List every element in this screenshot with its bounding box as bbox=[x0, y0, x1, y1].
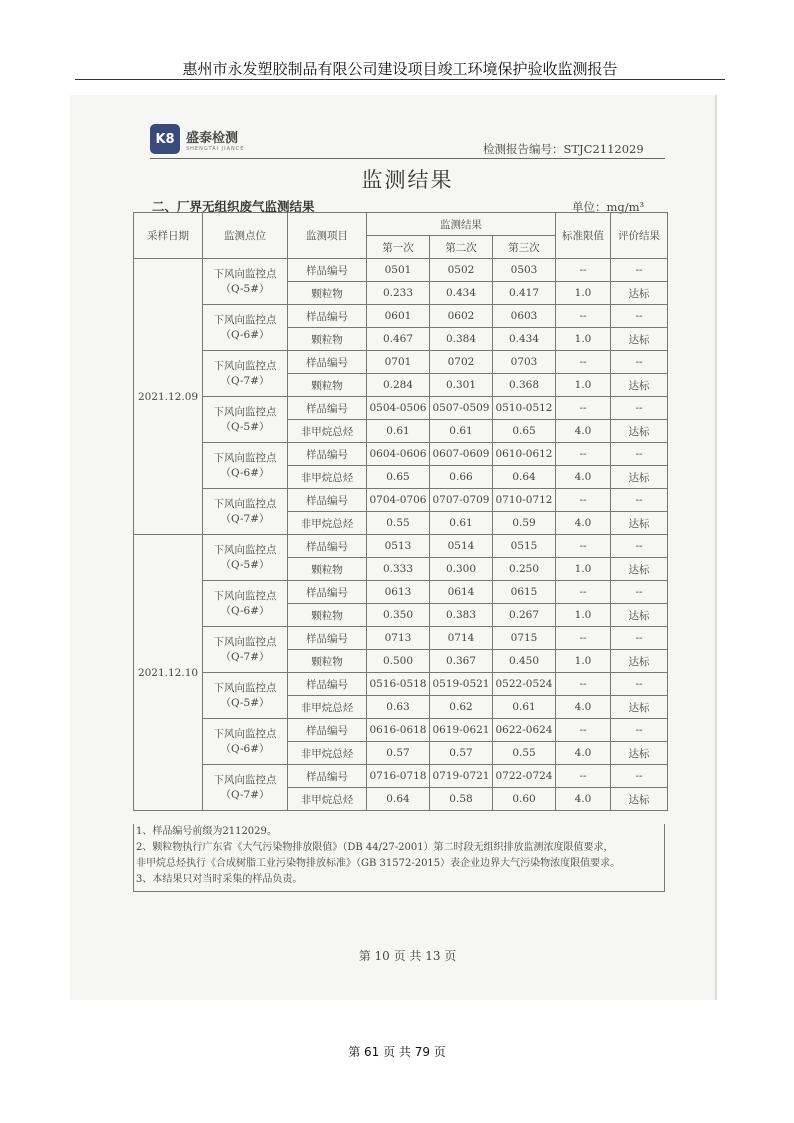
limit-cell: 4.0 bbox=[556, 466, 611, 489]
item-cell: 样品编号 bbox=[288, 765, 367, 788]
item-cell: 样品编号 bbox=[288, 627, 367, 650]
location-cell: 下风向监控点（Q-7#） bbox=[203, 489, 288, 535]
note-line: 2、颗粒物执行广东省《大气污染物排放限值》（DB 44/27-2001）第二时段无组织排放监测浓度限值要求， bbox=[136, 842, 614, 853]
limit-cell: 4.0 bbox=[556, 512, 611, 535]
result-1-cell: 0.61 bbox=[367, 420, 430, 443]
outer-page-number: 第 61 页 共 79 页 bbox=[348, 1045, 446, 1059]
result-3-cell: 0722-0724 bbox=[493, 765, 556, 788]
limit-cell: -- bbox=[556, 581, 611, 604]
item-cell: 样品编号 bbox=[288, 489, 367, 512]
location-cell: 下风向监控点（Q-7#） bbox=[203, 351, 288, 397]
result-2-cell: 0507-0509 bbox=[430, 397, 493, 420]
result-3-cell: 0.64 bbox=[493, 466, 556, 489]
limit-cell: -- bbox=[556, 259, 611, 282]
evaluation-cell: 达标 bbox=[611, 604, 668, 627]
limit-cell: 4.0 bbox=[556, 742, 611, 765]
header-results: 监测结果 bbox=[367, 213, 556, 236]
table-row bbox=[134, 443, 668, 466]
item-cell: 样品编号 bbox=[288, 535, 367, 558]
location-cell: 下风向监控点（Q-6#） bbox=[203, 719, 288, 765]
limit-cell: 1.0 bbox=[556, 650, 611, 673]
item-cell: 样品编号 bbox=[288, 673, 367, 696]
location-cell: 下风向监控点（Q-6#） bbox=[203, 581, 288, 627]
header-item: 监测项目 bbox=[288, 213, 367, 259]
result-3-cell: 0703 bbox=[493, 351, 556, 374]
header-third: 第三次 bbox=[493, 236, 556, 259]
result-1-cell: 0.57 bbox=[367, 742, 430, 765]
result-3-cell: 0.250 bbox=[493, 558, 556, 581]
result-3-cell: 0.55 bbox=[493, 742, 556, 765]
table-row bbox=[134, 673, 668, 696]
evaluation-cell: -- bbox=[611, 673, 668, 696]
header-first: 第一次 bbox=[367, 236, 430, 259]
page-title: 监测结果 bbox=[361, 168, 454, 192]
limit-cell: -- bbox=[556, 535, 611, 558]
limit-cell: 4.0 bbox=[556, 420, 611, 443]
result-2-cell: 0.383 bbox=[430, 604, 493, 627]
evaluation-cell: -- bbox=[611, 305, 668, 328]
location-cell: 下风向监控点（Q-6#） bbox=[203, 305, 288, 351]
logo-subtitle: SHENGTAI JIANCE bbox=[186, 145, 245, 152]
inner-page-number: 第 10 页 共 13 页 bbox=[358, 949, 457, 963]
result-2-cell: 0.58 bbox=[430, 788, 493, 811]
result-2-cell: 0714 bbox=[430, 627, 493, 650]
limit-cell: 1.0 bbox=[556, 558, 611, 581]
location-cell: 下风向监控点（Q-7#） bbox=[203, 627, 288, 673]
result-2-cell: 0.384 bbox=[430, 328, 493, 351]
evaluation-cell: 达标 bbox=[611, 328, 668, 351]
item-cell: 样品编号 bbox=[288, 259, 367, 282]
item-cell: 非甲烷总烃 bbox=[288, 742, 367, 765]
evaluation-cell: 达标 bbox=[611, 374, 668, 397]
evaluation-cell: 达标 bbox=[611, 742, 668, 765]
item-cell: 颗粒物 bbox=[288, 282, 367, 305]
result-2-cell: 0514 bbox=[430, 535, 493, 558]
section-title: 二、厂界无组织废气监测结果 bbox=[152, 199, 315, 214]
result-2-cell: 0.367 bbox=[430, 650, 493, 673]
limit-cell: -- bbox=[556, 443, 611, 466]
result-1-cell: 0501 bbox=[367, 259, 430, 282]
result-2-cell: 0.301 bbox=[430, 374, 493, 397]
note-line: 1、样品编号前缀为2112029。 bbox=[136, 826, 277, 837]
result-3-cell: 0503 bbox=[493, 259, 556, 282]
header-date: 采样日期 bbox=[134, 213, 203, 259]
result-1-cell: 0504-0506 bbox=[367, 397, 430, 420]
result-2-cell: 0.61 bbox=[430, 512, 493, 535]
result-3-cell: 0615 bbox=[493, 581, 556, 604]
result-3-cell: 0.368 bbox=[493, 374, 556, 397]
table-row bbox=[134, 351, 668, 374]
result-1-cell: 0613 bbox=[367, 581, 430, 604]
location-cell: 下风向监控点（Q-5#） bbox=[203, 397, 288, 443]
result-1-cell: 0.65 bbox=[367, 466, 430, 489]
limit-cell: 4.0 bbox=[556, 696, 611, 719]
result-1-cell: 0.63 bbox=[367, 696, 430, 719]
item-cell: 样品编号 bbox=[288, 351, 367, 374]
item-cell: 非甲烷总烃 bbox=[288, 512, 367, 535]
result-3-cell: 0610-0612 bbox=[493, 443, 556, 466]
location-cell: 下风向监控点（Q-5#） bbox=[203, 673, 288, 719]
table-row bbox=[134, 719, 668, 742]
result-2-cell: 0719-0721 bbox=[430, 765, 493, 788]
item-cell: 样品编号 bbox=[288, 305, 367, 328]
table-row bbox=[134, 627, 668, 650]
table-row bbox=[134, 259, 668, 282]
result-1-cell: 0.333 bbox=[367, 558, 430, 581]
result-3-cell: 0522-0524 bbox=[493, 673, 556, 696]
evaluation-cell: 达标 bbox=[611, 650, 668, 673]
result-2-cell: 0.62 bbox=[430, 696, 493, 719]
item-cell: 非甲烷总烃 bbox=[288, 466, 367, 489]
result-3-cell: 0622-0624 bbox=[493, 719, 556, 742]
sampling-date-cell: 2021.12.09 bbox=[134, 259, 203, 535]
evaluation-cell: -- bbox=[611, 627, 668, 650]
sampling-date-cell: 2021.12.10 bbox=[134, 535, 203, 811]
limit-cell: -- bbox=[556, 673, 611, 696]
result-3-cell: 0510-0512 bbox=[493, 397, 556, 420]
item-cell: 非甲烷总烃 bbox=[288, 788, 367, 811]
table-row bbox=[134, 535, 668, 558]
item-cell: 样品编号 bbox=[288, 581, 367, 604]
result-1-cell: 0601 bbox=[367, 305, 430, 328]
evaluation-cell: -- bbox=[611, 535, 668, 558]
results-table bbox=[133, 212, 668, 811]
result-1-cell: 0704-0706 bbox=[367, 489, 430, 512]
result-1-cell: 0.350 bbox=[367, 604, 430, 627]
table-row bbox=[134, 581, 668, 604]
result-2-cell: 0.61 bbox=[430, 420, 493, 443]
result-1-cell: 0.55 bbox=[367, 512, 430, 535]
result-2-cell: 0614 bbox=[430, 581, 493, 604]
limit-cell: -- bbox=[556, 305, 611, 328]
evaluation-cell: 达标 bbox=[611, 512, 668, 535]
result-2-cell: 0.434 bbox=[430, 282, 493, 305]
item-cell: 样品编号 bbox=[288, 443, 367, 466]
evaluation-cell: -- bbox=[611, 259, 668, 282]
result-3-cell: 0.434 bbox=[493, 328, 556, 351]
limit-cell: -- bbox=[556, 397, 611, 420]
limit-cell: 1.0 bbox=[556, 374, 611, 397]
header-location: 监测点位 bbox=[203, 213, 288, 259]
result-3-cell: 0.267 bbox=[493, 604, 556, 627]
result-3-cell: 0.60 bbox=[493, 788, 556, 811]
evaluation-cell: 达标 bbox=[611, 420, 668, 443]
result-1-cell: 0713 bbox=[367, 627, 430, 650]
header-second: 第二次 bbox=[430, 236, 493, 259]
item-cell: 颗粒物 bbox=[288, 328, 367, 351]
unit-label: 单位：mg/m³ bbox=[572, 200, 645, 214]
result-1-cell: 0.233 bbox=[367, 282, 430, 305]
result-3-cell: 0710-0712 bbox=[493, 489, 556, 512]
result-1-cell: 0.467 bbox=[367, 328, 430, 351]
evaluation-cell: 达标 bbox=[611, 466, 668, 489]
item-cell: 非甲烷总烃 bbox=[288, 420, 367, 443]
report-header-title: 惠州市永发塑胶制品有限公司建设项目竣工环境保护验收监测报告 bbox=[182, 60, 618, 78]
result-2-cell: 0.57 bbox=[430, 742, 493, 765]
result-3-cell: 0.417 bbox=[493, 282, 556, 305]
evaluation-cell: -- bbox=[611, 489, 668, 512]
evaluation-cell: 达标 bbox=[611, 788, 668, 811]
limit-cell: -- bbox=[556, 719, 611, 742]
result-3-cell: 0515 bbox=[493, 535, 556, 558]
location-cell: 下风向监控点（Q-6#） bbox=[203, 443, 288, 489]
header-divider bbox=[75, 79, 725, 80]
item-cell: 非甲烷总烃 bbox=[288, 696, 367, 719]
result-3-cell: 0.61 bbox=[493, 696, 556, 719]
result-2-cell: 0602 bbox=[430, 305, 493, 328]
limit-cell: -- bbox=[556, 351, 611, 374]
item-cell: 颗粒物 bbox=[288, 604, 367, 627]
result-1-cell: 0516-0518 bbox=[367, 673, 430, 696]
result-2-cell: 0.66 bbox=[430, 466, 493, 489]
result-1-cell: 0.64 bbox=[367, 788, 430, 811]
table-row bbox=[134, 765, 668, 788]
result-2-cell: 0502 bbox=[430, 259, 493, 282]
result-2-cell: 0619-0621 bbox=[430, 719, 493, 742]
result-3-cell: 0.65 bbox=[493, 420, 556, 443]
table-row bbox=[134, 397, 668, 420]
result-3-cell: 0.450 bbox=[493, 650, 556, 673]
item-cell: 颗粒物 bbox=[288, 374, 367, 397]
logo-icon: K8 bbox=[150, 124, 180, 154]
company-logo bbox=[150, 124, 244, 154]
result-2-cell: 0519-0521 bbox=[430, 673, 493, 696]
result-1-cell: 0.284 bbox=[367, 374, 430, 397]
result-3-cell: 0603 bbox=[493, 305, 556, 328]
evaluation-cell: 达标 bbox=[611, 558, 668, 581]
limit-cell: -- bbox=[556, 489, 611, 512]
location-cell: 下风向监控点（Q-5#） bbox=[203, 259, 288, 305]
result-2-cell: 0607-0609 bbox=[430, 443, 493, 466]
note-line: 3、本结果只对当时采集的样品负责。 bbox=[136, 874, 303, 885]
limit-cell: 1.0 bbox=[556, 328, 611, 351]
note-line: 非甲烷总烃执行《合成树脂工业污染物排放标准》（GB 31572-2015）表企业边界大气污染物浓度限值要求。 bbox=[136, 858, 621, 869]
evaluation-cell: -- bbox=[611, 397, 668, 420]
result-1-cell: 0604-0606 bbox=[367, 443, 430, 466]
location-cell: 下风向监控点（Q-7#） bbox=[203, 765, 288, 811]
evaluation-cell: 达标 bbox=[611, 696, 668, 719]
evaluation-cell: -- bbox=[611, 443, 668, 466]
result-1-cell: 0.500 bbox=[367, 650, 430, 673]
item-cell: 颗粒物 bbox=[288, 558, 367, 581]
header-limit: 标准限值 bbox=[556, 213, 611, 259]
result-3-cell: 0715 bbox=[493, 627, 556, 650]
result-1-cell: 0701 bbox=[367, 351, 430, 374]
result-1-cell: 0616-0618 bbox=[367, 719, 430, 742]
result-2-cell: 0707-0709 bbox=[430, 489, 493, 512]
result-1-cell: 0513 bbox=[367, 535, 430, 558]
limit-cell: 1.0 bbox=[556, 282, 611, 305]
evaluation-cell: -- bbox=[611, 351, 668, 374]
table-row bbox=[134, 489, 668, 512]
location-cell: 下风向监控点（Q-5#） bbox=[203, 535, 288, 581]
header-evaluation: 评价结果 bbox=[611, 213, 668, 259]
item-cell: 样品编号 bbox=[288, 719, 367, 742]
report-number: 检测报告编号：STJC2112029 bbox=[483, 142, 644, 156]
result-3-cell: 0.59 bbox=[493, 512, 556, 535]
evaluation-cell: -- bbox=[611, 765, 668, 788]
evaluation-cell: -- bbox=[611, 719, 668, 742]
result-2-cell: 0.300 bbox=[430, 558, 493, 581]
result-2-cell: 0702 bbox=[430, 351, 493, 374]
limit-cell: -- bbox=[556, 765, 611, 788]
table-row bbox=[134, 305, 668, 328]
result-1-cell: 0716-0718 bbox=[367, 765, 430, 788]
limit-cell: 4.0 bbox=[556, 788, 611, 811]
evaluation-cell: 达标 bbox=[611, 282, 668, 305]
limit-cell: -- bbox=[556, 627, 611, 650]
evaluation-cell: -- bbox=[611, 581, 668, 604]
notes-block bbox=[133, 824, 665, 892]
limit-cell: 1.0 bbox=[556, 604, 611, 627]
item-cell: 颗粒物 bbox=[288, 650, 367, 673]
inner-header-divider bbox=[150, 158, 665, 159]
item-cell: 样品编号 bbox=[288, 397, 367, 420]
logo-name: 盛泰检测 bbox=[186, 130, 239, 146]
